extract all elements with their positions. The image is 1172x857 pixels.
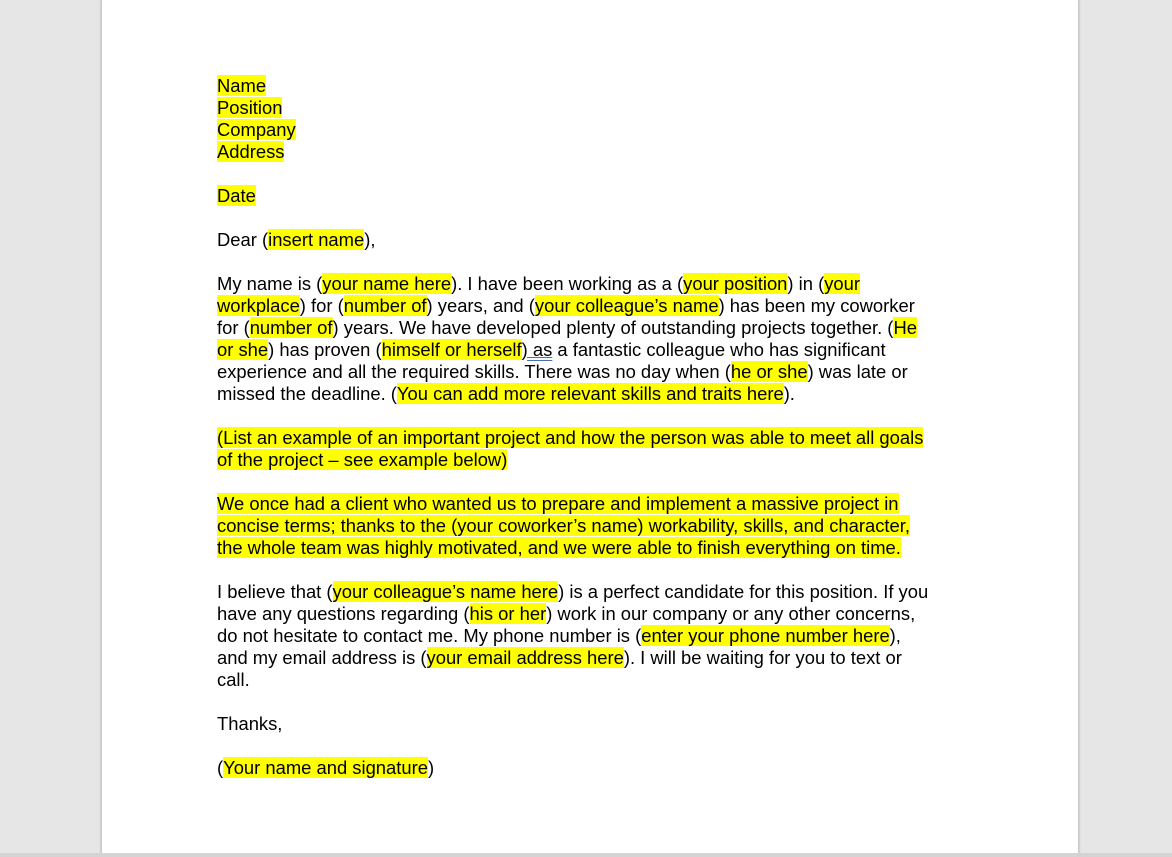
salutation bbox=[217, 229, 962, 251]
instruction-text: (List an example of an important project and how the person was able to meet all goals bbox=[217, 427, 924, 448]
grammar-flagged-text[interactable]: ) as bbox=[521, 339, 553, 360]
signature-placeholder: Your name and signature bbox=[223, 757, 428, 778]
email-placeholder: your email address here bbox=[426, 647, 624, 668]
instruction-text: of the project – see example below) bbox=[217, 449, 508, 470]
text-run: ). I will be waiting for you to text or bbox=[623, 647, 902, 668]
recipient-name-placeholder: insert name bbox=[268, 229, 365, 250]
name-placeholder: Name bbox=[217, 75, 267, 96]
text-run: missed the deadline. ( bbox=[217, 383, 397, 404]
salutation-prefix: Dear ( bbox=[217, 229, 269, 250]
skills-placeholder: You can add more relevant skills and traits here bbox=[396, 383, 784, 404]
phone-placeholder: enter your phone number here bbox=[641, 625, 890, 646]
text-run: experience and all the required skills. There was no day when ( bbox=[217, 361, 731, 382]
text-run: ) has proven ( bbox=[268, 339, 382, 360]
coworker-years-placeholder: number of bbox=[249, 317, 333, 338]
pronoun-placeholder: he or she bbox=[730, 361, 808, 382]
reflexive-pronoun-placeholder: himself or herself bbox=[381, 339, 522, 360]
intro-paragraph bbox=[217, 273, 962, 405]
text-run: call. bbox=[217, 669, 250, 690]
recommendation-paragraph bbox=[217, 581, 962, 691]
workplace-placeholder-end: workplace bbox=[217, 295, 300, 316]
text-run: and my email address is ( bbox=[217, 647, 427, 668]
date-placeholder: Date bbox=[217, 185, 256, 206]
closing bbox=[217, 713, 962, 735]
text-run: ). bbox=[783, 383, 795, 404]
date-block bbox=[217, 185, 962, 207]
text-run: ) for ( bbox=[299, 295, 344, 316]
address-placeholder: Address bbox=[217, 141, 285, 162]
text-run: ) bbox=[427, 757, 435, 778]
text-run: ( bbox=[217, 757, 224, 778]
workplace-placeholder-start: your bbox=[824, 273, 860, 294]
example-paragraph bbox=[217, 493, 962, 559]
colleague-name-placeholder: your colleague’s name here bbox=[332, 581, 559, 602]
text-run: ) is a perfect candidate for this position. If you bbox=[558, 581, 929, 602]
possessive-pronoun-placeholder: his or her bbox=[469, 603, 547, 624]
text-run: ) was late or bbox=[807, 361, 908, 382]
text-run: have any questions regarding ( bbox=[217, 603, 470, 624]
example-instruction-paragraph bbox=[217, 427, 962, 471]
text-run: ) years. We have developed plenty of outstanding projects together. ( bbox=[332, 317, 894, 338]
signature-block bbox=[217, 757, 962, 779]
closing-text: Thanks, bbox=[217, 713, 283, 734]
document-page[interactable] bbox=[101, 0, 1079, 857]
example-text: We once had a client who wanted us to prepare and implement a massive project in bbox=[217, 493, 899, 514]
letter-body[interactable] bbox=[217, 75, 962, 801]
salutation-suffix: ), bbox=[364, 229, 376, 250]
text-run: for ( bbox=[217, 317, 250, 338]
pronoun-placeholder-end: or she bbox=[217, 339, 269, 360]
colleague-name-placeholder: your colleague’s name bbox=[534, 295, 719, 316]
text-run: ), bbox=[889, 625, 901, 646]
sender-block bbox=[217, 75, 962, 163]
position-placeholder: Position bbox=[217, 97, 283, 118]
text-run: ) in ( bbox=[787, 273, 825, 294]
company-placeholder: Company bbox=[217, 119, 296, 140]
your-name-placeholder: your name here bbox=[322, 273, 452, 294]
page-bottom-edge bbox=[0, 853, 1172, 857]
example-text: the whole team was highly motivated, and we were able to finish everything on time. bbox=[217, 537, 901, 558]
text-run: I believe that ( bbox=[217, 581, 333, 602]
text-run: ) has been my coworker bbox=[718, 295, 915, 316]
pronoun-placeholder-start: He bbox=[893, 317, 917, 338]
text-run: do not hesitate to contact me. My phone number is ( bbox=[217, 625, 642, 646]
years-placeholder: number of bbox=[343, 295, 427, 316]
text-run: a fantastic colleague who has significant bbox=[552, 339, 886, 360]
text-run: My name is ( bbox=[217, 273, 323, 294]
text-run: ) years, and ( bbox=[426, 295, 535, 316]
example-text: concise terms; thanks to the (your coworker’s name) workability, skills, and character, bbox=[217, 515, 910, 536]
text-run: ). I have been working as a ( bbox=[451, 273, 684, 294]
your-position-placeholder: your position bbox=[683, 273, 788, 294]
text-run: ) work in our company or any other concerns, bbox=[546, 603, 916, 624]
